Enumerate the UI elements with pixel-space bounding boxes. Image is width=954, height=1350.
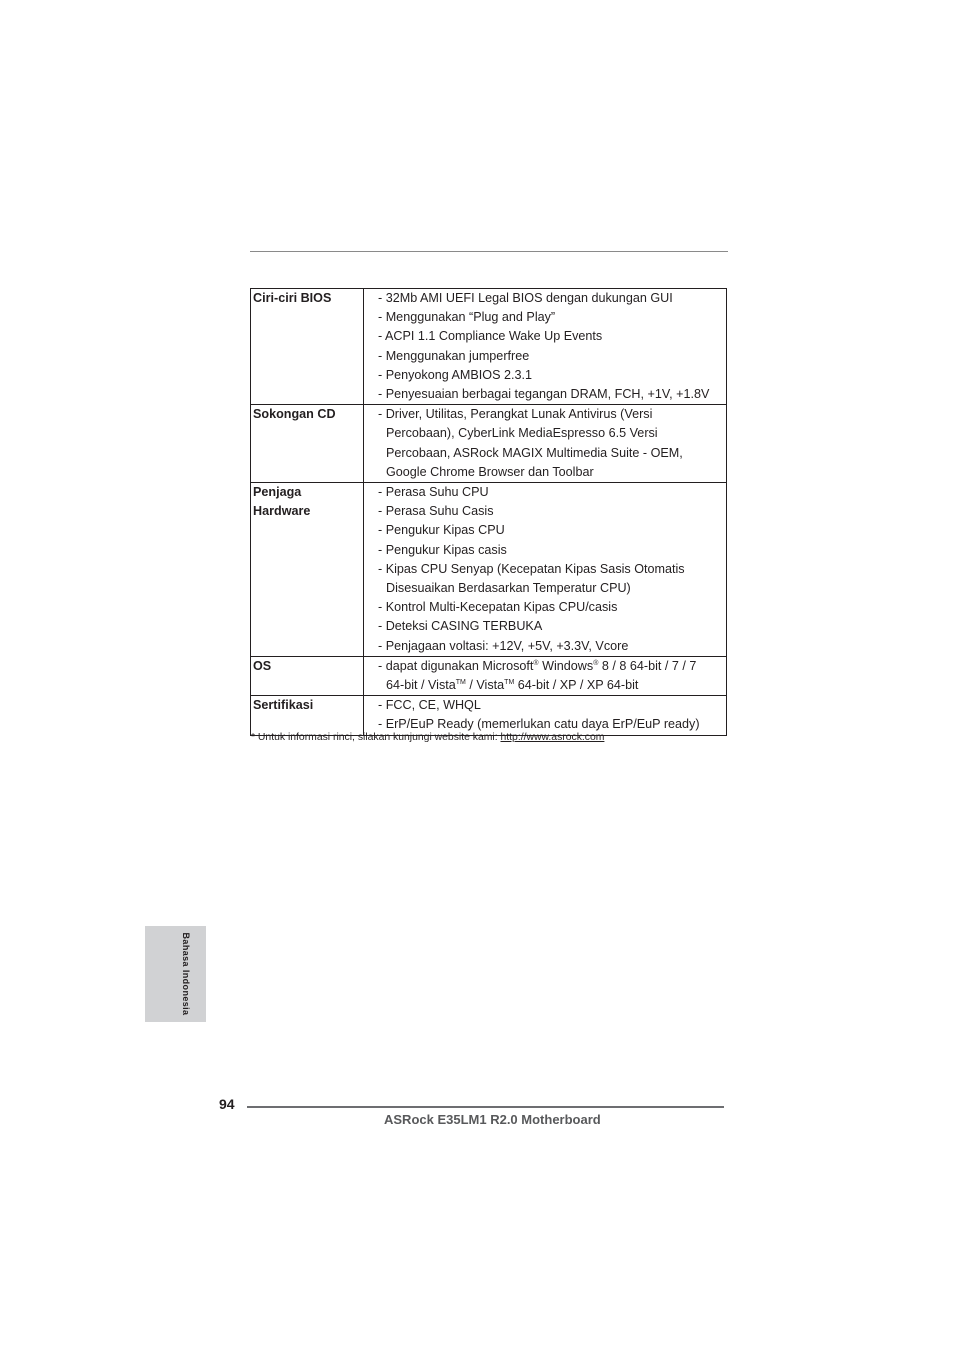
spec-row-os bbox=[251, 656, 727, 695]
spec-item: Percobaan, ASRock MAGIX Multimedia Suite - OEM, bbox=[386, 445, 683, 460]
spec-label bbox=[251, 289, 364, 405]
spec-item: - ErP/EuP Ready (memerlukan catu daya ErP/EuP ready) bbox=[378, 717, 700, 732]
spec-label-text: Sertifikasi bbox=[253, 698, 314, 713]
spec-item: - Pengukur Kipas CPU bbox=[378, 523, 505, 538]
spec-item: - ACPI 1.1 Compliance Wake Up Events bbox=[378, 329, 603, 344]
spec-row bbox=[251, 483, 727, 657]
asrock-website-link[interactable]: http://www.asrock.com bbox=[500, 732, 605, 743]
spec-label-text: Ciri-ciri BIOS bbox=[253, 291, 332, 305]
spec-item: - 32Mb AMI UEFI Legal BIOS dengan dukungan GUI bbox=[378, 291, 673, 305]
registered-mark: ® bbox=[533, 659, 539, 667]
os-text: / Vista bbox=[465, 678, 505, 693]
os-line-2 bbox=[378, 676, 726, 695]
spec-item: Disesuaikan Berdasarkan Temperatur CPU) bbox=[386, 581, 631, 596]
spec-label-text: Penjaga bbox=[253, 485, 302, 500]
spec-label bbox=[251, 405, 364, 483]
os-text: 64-bit / Vista bbox=[386, 678, 456, 693]
spec-item: Percobaan), CyberLink MediaEspresso 6.5 Versi bbox=[386, 426, 658, 441]
spec-items bbox=[364, 405, 727, 483]
spec-label-text: Hardware bbox=[253, 504, 311, 519]
spec-item: Google Chrome Browser dan Toolbar bbox=[386, 464, 594, 479]
os-text: Windows bbox=[538, 658, 594, 673]
os-text: 8 / 8 64-bit / 7 / 7 bbox=[598, 658, 697, 673]
os-text: 64-bit / XP / XP 64-bit bbox=[514, 678, 639, 693]
registered-mark: ® bbox=[593, 659, 599, 667]
spec-label-certification bbox=[251, 696, 364, 735]
page-number: 94 bbox=[219, 1096, 235, 1112]
spec-items-certification bbox=[364, 696, 727, 735]
spec-item: - Penyokong AMBIOS 2.3.1 bbox=[378, 367, 533, 382]
spec-items bbox=[364, 289, 727, 405]
spec-item: - FCC, CE, WHQL bbox=[378, 698, 481, 713]
spec-item: - Kontrol Multi-Kecepatan Kipas CPU/casis bbox=[378, 600, 618, 615]
footer-divider bbox=[247, 1106, 724, 1108]
spec-item: - Pengukur Kipas casis bbox=[378, 542, 507, 557]
spec-item: - Deteksi CASING TERBUKA bbox=[378, 619, 543, 634]
spec-label-text: Sokongan CD bbox=[253, 407, 336, 422]
spec-item: - Perasa Suhu Casis bbox=[378, 504, 494, 519]
language-side-tab bbox=[145, 926, 206, 1022]
spec-items bbox=[364, 483, 727, 657]
spec-item: - Kipas CPU Senyap (Kecepatan Kipas Sasis Otomatis bbox=[378, 561, 685, 576]
footnote-text: * Untuk informasi rinci, silakan kunjungi website kami: bbox=[251, 732, 501, 743]
spec-item: - Penjagaan voltasi: +12V, +5V, +3.3V, Vcore bbox=[378, 638, 629, 653]
spec-item: - Driver, Utilitas, Perangkat Lunak Antivirus (Versi bbox=[378, 407, 653, 422]
spec-item: - Menggunakan “Plug and Play” bbox=[378, 310, 556, 325]
language-tab-label: Bahasa Indonesia bbox=[181, 932, 191, 1016]
os-text: - dapat digunakan Microsoft bbox=[378, 658, 534, 673]
trademark-mark: TM bbox=[504, 679, 515, 687]
footer-product-title: ASRock E35LM1 R2.0 Motherboard bbox=[384, 1112, 601, 1127]
spec-row-certification bbox=[251, 696, 727, 735]
spec-label bbox=[251, 483, 364, 657]
os-line-1 bbox=[378, 657, 726, 676]
top-divider bbox=[250, 251, 728, 252]
trademark-mark: TM bbox=[455, 679, 466, 687]
spec-label-text: OS bbox=[253, 658, 272, 673]
spec-item: - Penyesuaian berbagai tegangan DRAM, FCH, +1V, +1.8V bbox=[378, 387, 710, 402]
spec-row bbox=[251, 405, 727, 483]
spec-items-os bbox=[364, 656, 727, 695]
spec-table bbox=[250, 288, 727, 736]
footnote bbox=[251, 732, 604, 743]
spec-row bbox=[251, 289, 727, 405]
spec-table-body bbox=[251, 289, 727, 736]
spec-label-os bbox=[251, 656, 364, 695]
spec-item: - Perasa Suhu CPU bbox=[378, 485, 489, 500]
spec-item: - Menggunakan jumperfree bbox=[378, 348, 530, 363]
